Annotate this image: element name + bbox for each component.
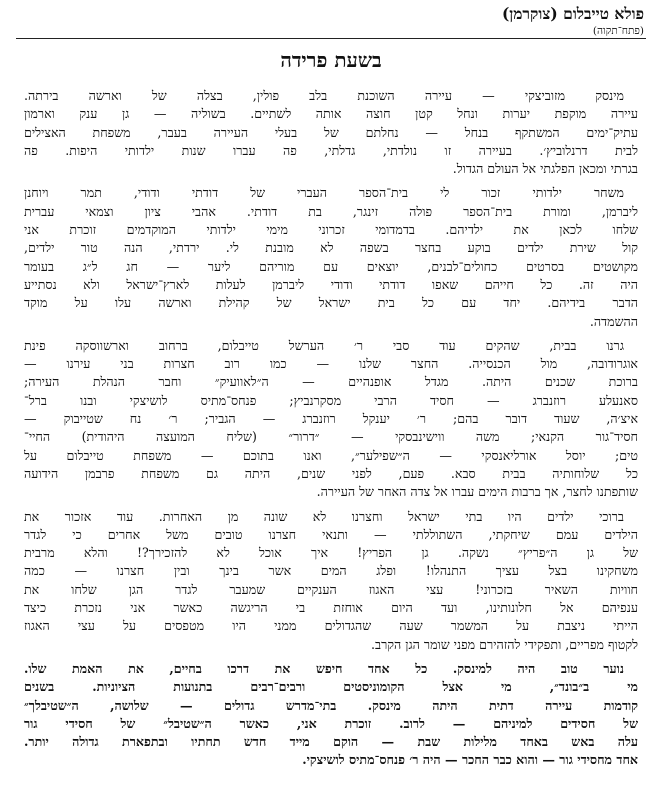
text-line: בגרתי ומכאן הפלגתי אל העולם הגדול. (452, 161, 638, 177)
paragraph (24, 184, 638, 330)
text-line: נוער טוב היה למינסק. כל אחד חיפש את דרכו בחיים, את האמת שלו. (24, 660, 624, 676)
text-line: עתיק־ימים המשתקף בנחל — נחלתם של בעלי העיירה בעבר, משפחת האצילים (24, 124, 638, 140)
text-line: הילדים עמם שיחקתי, השתוללתי — ותנאי חצרנו טובים משל אחרים כי לגדר (24, 526, 638, 542)
article-title: בשעת פרידה (280, 48, 382, 72)
text-line: לבית דרנלוביץ׳. בעיירה זו נולדתי, גדלתי, פה עברו שנות ילדותי היפות. פה (24, 142, 638, 158)
text-line: עיירה מוקפת יערות ונחל קטן חוצה אותה לשתיים. בשוליה — גן ענק וארמון (24, 106, 638, 122)
text-line: ענפיהם אל חלונותינו, ועד היום אוחזת בי הריגשה כאשר אני נזכרת כיצד (24, 600, 638, 616)
text-line: ההשמדה. (589, 313, 638, 329)
text-line: משחקינו בצל עציך התנהלו! ופלג המים אשר בינך ובין חצרנו — כמה (24, 563, 638, 579)
text-line: ליברמן, ומורת בית־הספר פולה זינגר, בת דודתי. אהבי ציון וצמאי עברית (24, 203, 638, 219)
text-line: קודמות עיירה דתית היתה מינסק. בתי־מדרש גדולים — שלושה, ה״שטיבלך״ (24, 697, 638, 713)
text-line: הייתי ניצבת על המשמר שעה שהגדולים ממני היו מטפסים על עצי האגוז (24, 618, 638, 634)
paragraph (24, 337, 638, 502)
text-line: שותפתנו לחצר, אך ברבות הימים עברו אל צדה האחר של העיירה. (316, 484, 638, 500)
text-line: משחר ילדותי זכור לי בית־הספר העברי של דודתי ודודי, תמר ויוחנן (24, 185, 624, 201)
text-line: קול שירת ילדים בוקע בחצר בשפה לא מובנת לי. ירדתי, הנה טור ילדים, (24, 240, 638, 256)
text-line: ברוכת שכנים היתה. מגדל אופנהיים — ה״לאוועיק״ וחבר הנהלת העירה; (24, 374, 638, 390)
paragraph (24, 660, 638, 770)
text-line: עלה באש באחד מלילות שבת — הוקם מייד חדש תחתיו ובתפארת גדולה יותר. (24, 734, 638, 750)
text-line: כל שלוחותיה בבית סבא. פעם, לפני שנים, היתה גם משפחת פרבמן הידועה (24, 465, 638, 481)
text-line: מי ב״בונד״, מי אצל הקומוניסטים ורבים־רבים בתנועות הציוניות. בשנים (24, 679, 638, 695)
text-line: טים; יוסל אורליאנסקי — ה״שפילער״, ואנו בתוכם — משפחת טייבלום על (24, 447, 638, 463)
text-line: היה זה. כל חייהם שאפו דודתי ודודי ליברמן לעלות לארץ־ישראל ולא נסתייע (24, 276, 638, 292)
text-line: הדבר בידיהם. יחד עם כל בית ישראל של קהילת וארשה עלו על מוקד (24, 295, 638, 311)
text-line: של גן ה״פריץ״ נשקה. גן הפריץ! איך אוכל לא להזכירך?! והלא מרבית (24, 545, 638, 561)
paragraph (24, 87, 638, 178)
text-line: איצ׳ה, שעוד דובר בהם; ר׳ יענקל רוזנברג — הגביר; ר׳ נח שטייבוק — (24, 411, 638, 427)
text-line: סאנעלע רוזנברג — חסיד הרבי מסקרנביץ; פנחס־מתיס לושיצקי ובנו ברל־ (24, 392, 638, 408)
header-divider (16, 38, 646, 39)
text-line: חוויות השאיר בזכרוני! עצי האגוז הענקיים שמעבר לגדר הגן שלחו את (24, 581, 638, 597)
author-location: (פתח־תקוה) (592, 25, 644, 37)
paragraph (24, 508, 638, 654)
author-name: פולא טייבלום (צוקרמן) (501, 4, 644, 23)
text-line: אוגרודובה, מול הכנסייה. החצר שלנו — כמו רוב חצרות בני עירנו — (24, 356, 638, 372)
text-line: מקושטים בסרטים כחולים־לבנים, יוצאים עם מוריהם ליער — חג ל״ג בעומר (24, 258, 638, 274)
text-line: שלחו לכאן את ילדיהם. בדמדומי זכרוני מימי ילדותי המוקדמים זוכרת אני (24, 222, 638, 238)
text-line: אחד מחסידי גור — והוא כבר החכר — היה ר׳ פנחס־מתיס לושיצקי. (302, 752, 638, 768)
article-body (16, 87, 646, 770)
text-line: גרנו בבית, שהקים עוד סבי ר׳ הערשל טייבלום, ברחוב וארשווסקה פינת (24, 337, 624, 353)
text-line: מינסק מזוביצקי — עיירה השוכנת בלב פולין, בצלה של וארשה בירתה. (24, 88, 624, 103)
text-line: של חסידים למיניהם — לרוב. זוכרת אני, כאשר ה״שטיבל״ של חסידי גור (24, 715, 638, 731)
text-line: חסיד־גור הקנאי; משה ווישינבסקי — ״דרור״ (שליח המועצה היהודית) החיי־ (24, 429, 638, 445)
text-line: לקטוף מפריים, ותפקידי להזהירם מפני שומר הגן הקרב. (371, 636, 638, 652)
text-line: ברוכי ילדים היו בתי ישראל וחצרנו לא שונה מן האחרות. עוד אזכור את (24, 508, 624, 524)
